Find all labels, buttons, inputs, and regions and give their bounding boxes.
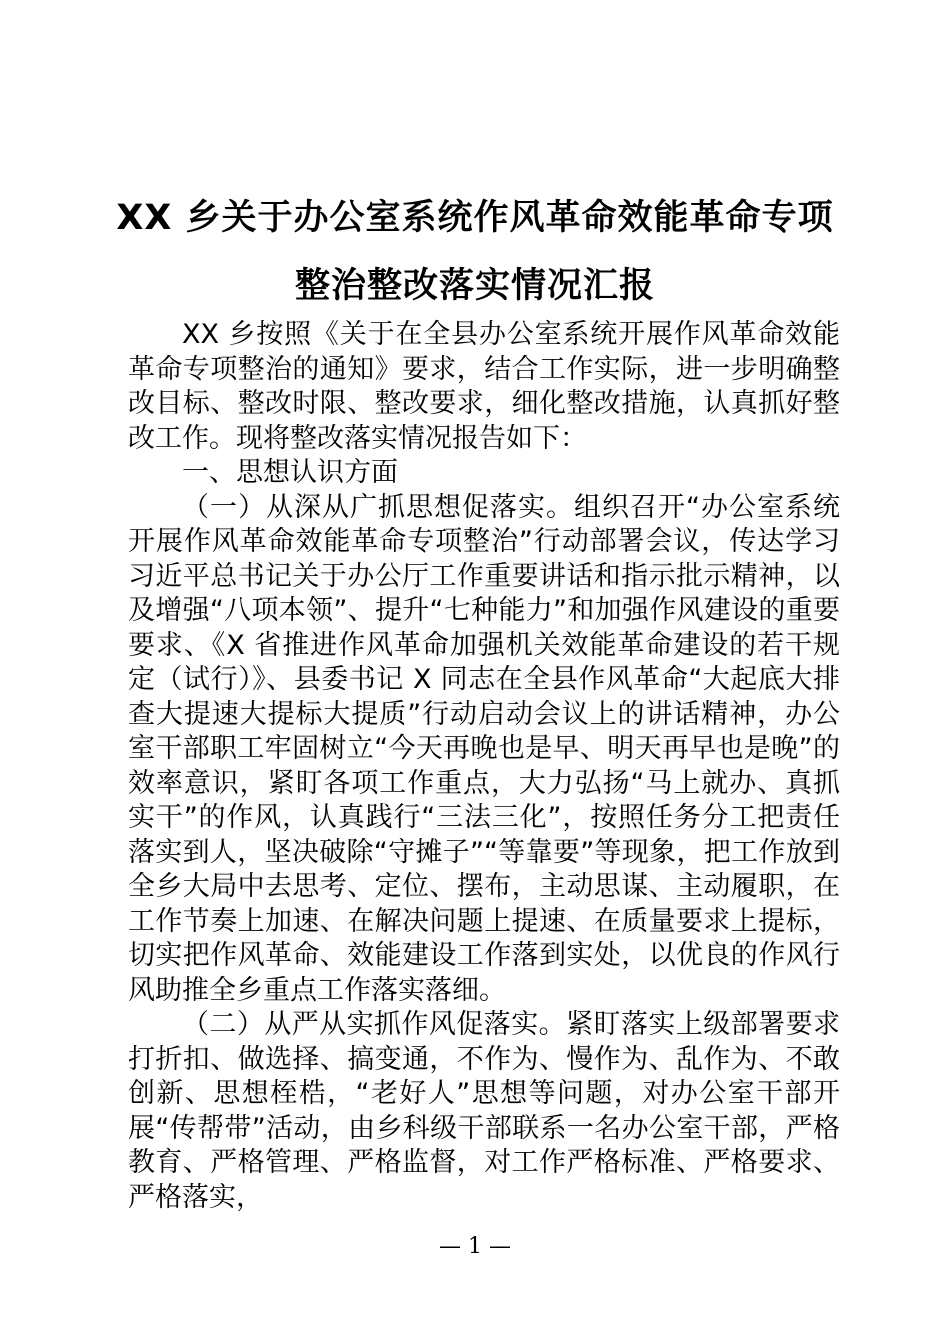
document-title-line-2: 整治整改落实情况汇报 bbox=[294, 266, 655, 306]
body-paragraph: （二）从严从实抓作风促落实。紧盯落实上级部署要求打折扣、做选择、搞变通，不作为、慢作为、乱作为、不敢创新、思想桎梏，“老好人”思想等问题，对办公室干部开展“传帮带”活动，由乡科级干部联系一名办公室干部，严格教育、严格管理、严格监督，对工作严格标准、严格要求、严格落实， bbox=[128, 1009, 840, 1213]
page-number: — 1 — bbox=[439, 1234, 511, 1259]
intro-paragraph: XX 乡按照《关于在全县办公室系统开展作风革命效能革命专项整治的通知》要求，结合工作实际，进一步明确整改目标、整改时限、整改要求，细化整改措施，认真抓好整改工作。现将整改落实情况报告如下： bbox=[128, 319, 840, 454]
document-body bbox=[128, 318, 840, 1215]
body-paragraph: （一）从深从广抓思想促落实。组织召开“办公室系统开展作风革命效能革命专项整治”行动部署会议，传达学习习近平总书记关于办公厅工作重要讲话和指示批示精神，以及增强“八项本领”、提升“七种能力”和加强作风建设的重要要求、《X 省推进作风革命加强机关效能革命建设的若干规定（试行）》、县委书记 X 同志在全县作风革命“大起底大排查大提速大提标大提质”行动启动会议上的讲话精神，办公室干部职工牢固树立“今天再晚也是早、明天再早也是晚”的效率意识，紧盯各项工作重点，大力弘扬“马上就办、真抓实干”的作风，认真践行“三法三化”，按照任务分工把责任落实到人，坚决破除“守摊子”“等靠要”等现象，把工作放到全乡大局中去思考、定位、摆布，主动思谋、主动履职，在工作节奏上加速、在解决问题上提速、在质量要求上提标，切实把作风革命、效能建设工作落到实处，以优良的作风行风助推全乡重点工作落实落细。 bbox=[128, 491, 840, 1006]
document-title-line-1: XX 乡关于办公室系统作风革命效能革命专项 bbox=[116, 198, 834, 238]
section-heading: 一、思想认识方面 bbox=[182, 457, 398, 488]
